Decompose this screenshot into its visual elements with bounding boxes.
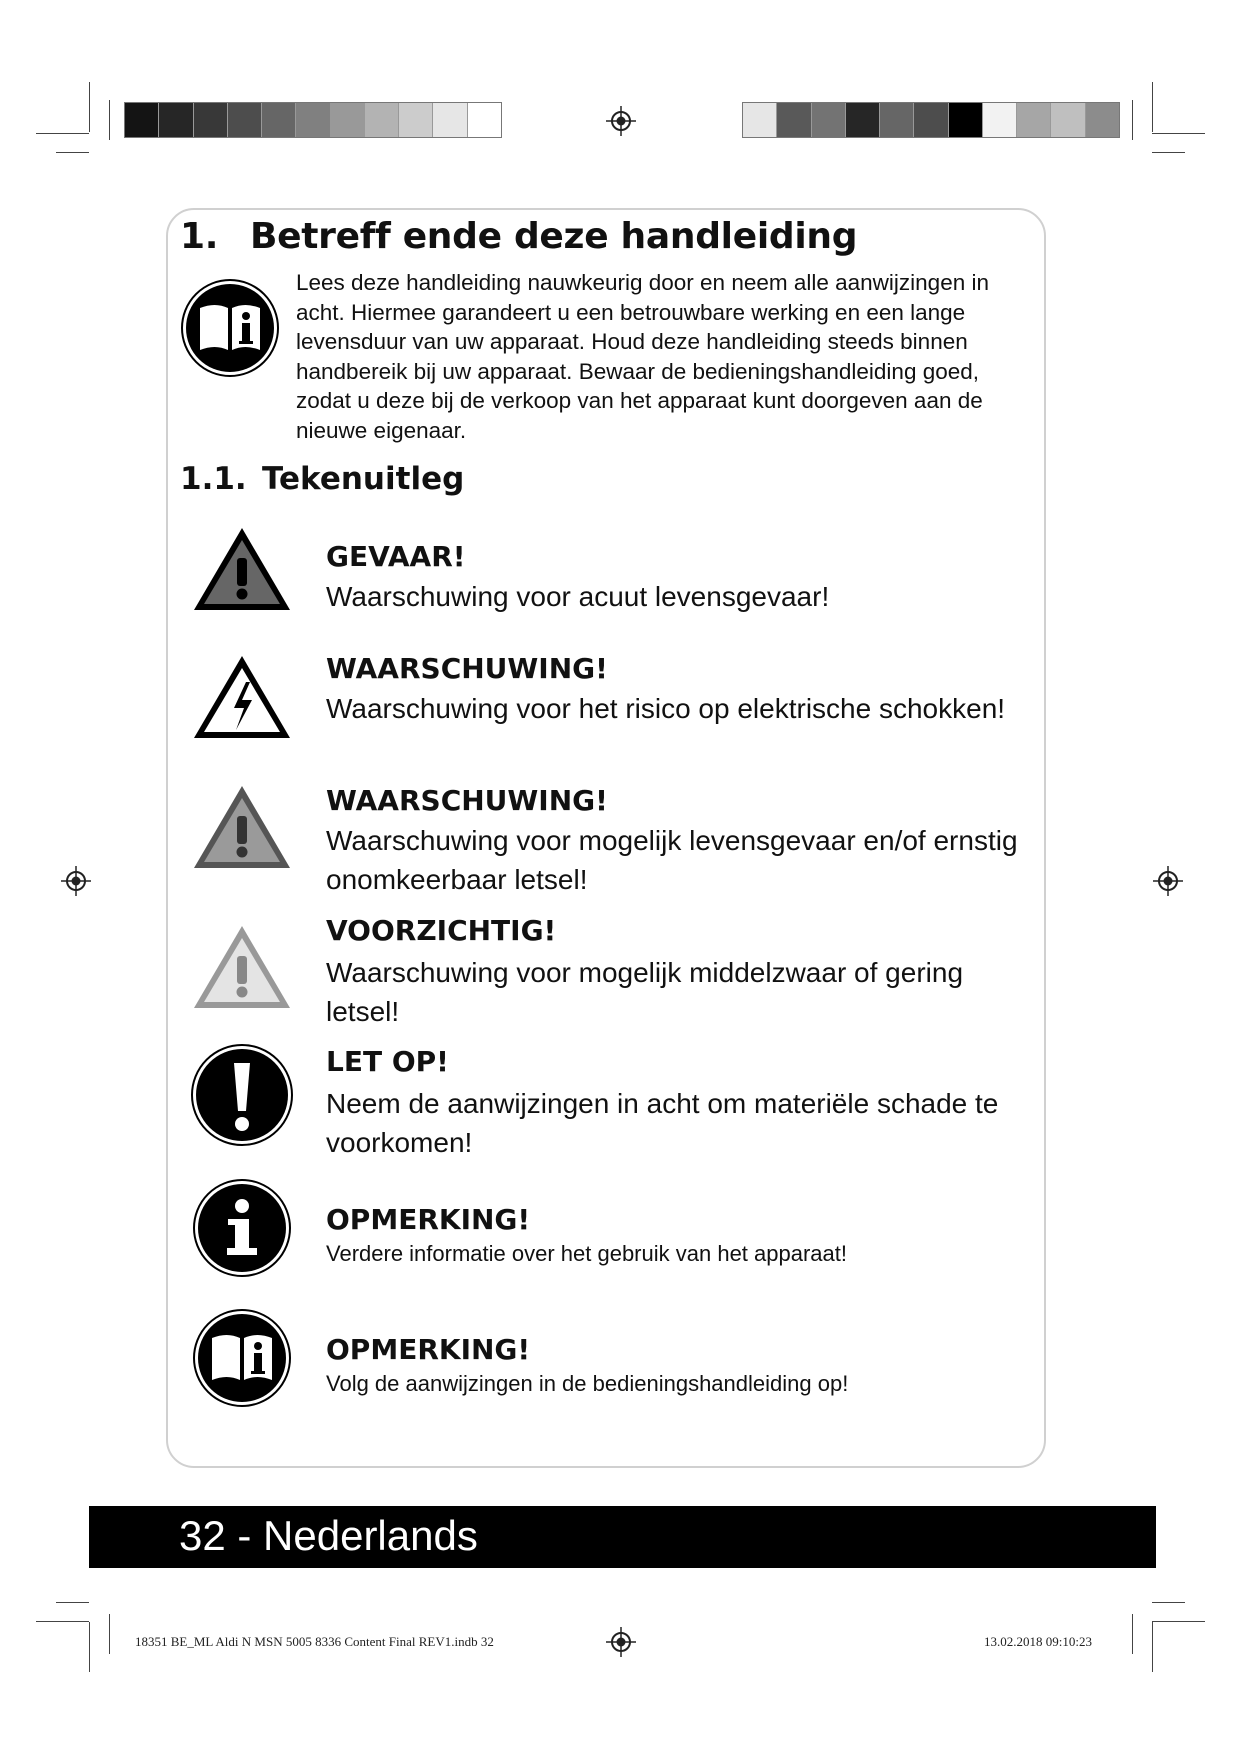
crop-mark: [109, 100, 110, 140]
calibration-swatch: [949, 103, 983, 137]
crop-mark: [1152, 152, 1185, 153]
calibration-swatch: [194, 103, 228, 137]
calibration-swatch: [262, 103, 296, 137]
subsection-title: Tekenuitleg: [262, 461, 465, 497]
calibration-swatch: [743, 103, 777, 137]
intro-paragraph: Lees deze handleiding nauwkeurig door en neem alle aanwijzingen in acht. Hiermee garandeert u een betrouwbare werking en een lange levensduur van uw apparaat. Houd deze handleiding steeds binnen handbereik bij uw apparaat. Bewaar de bedieningshandleiding goed, zodat u deze bij de verkoop van het apparaat kunt doorgeven aan de nieuwe eigenaar.: [296, 270, 989, 443]
info-circle-icon: [192, 1178, 292, 1278]
calibration-swatch: [365, 103, 399, 137]
calibration-swatch: [468, 103, 501, 137]
calibration-swatch: [812, 103, 846, 137]
crop-mark: [89, 82, 90, 132]
electric-shock-triangle-icon: [190, 652, 294, 742]
symbol-description: Waarschuwing voor het risico op elektrische schokken!: [326, 693, 1006, 724]
crop-mark: [56, 152, 89, 153]
section-number: 1.: [180, 216, 219, 257]
symbol-title: OPMERKING!: [326, 1333, 531, 1366]
calibration-swatch: [125, 103, 159, 137]
symbol-title: LET OP!: [326, 1045, 449, 1078]
color-calibration-bar-left: [124, 102, 502, 138]
crop-mark: [1152, 1602, 1185, 1603]
registration-mark-icon: [606, 1627, 636, 1657]
exclamation-circle-icon: [190, 1043, 294, 1147]
crop-mark: [36, 133, 89, 134]
calibration-swatch: [880, 103, 914, 137]
calibration-swatch: [433, 103, 467, 137]
calibration-swatch: [296, 103, 330, 137]
symbol-description: Volg de aanwijzingen in de bedieningshandleiding op!: [326, 1371, 849, 1396]
symbol-title: WAARSCHUWING!: [326, 784, 608, 817]
symbol-title: VOORZICHTIG!: [326, 914, 557, 947]
registration-mark-icon: [61, 866, 91, 896]
calibration-swatch: [1017, 103, 1051, 137]
calibration-swatch: [1051, 103, 1085, 137]
calibration-swatch: [914, 103, 948, 137]
calibration-swatch: [983, 103, 1017, 137]
calibration-swatch: [159, 103, 193, 137]
danger-triangle-icon: [190, 524, 294, 614]
subsection-number: 1.1.: [180, 461, 247, 497]
crop-mark: [1132, 100, 1133, 140]
page-footer-band: [89, 1506, 1156, 1568]
crop-mark: [1152, 1621, 1205, 1622]
crop-mark: [1132, 1614, 1133, 1654]
manual-info-icon: [180, 278, 280, 378]
calibration-swatch: [777, 103, 811, 137]
calibration-swatch: [228, 103, 262, 137]
symbol-title: OPMERKING!: [326, 1203, 531, 1236]
calibration-swatch: [331, 103, 365, 137]
manual-info-icon: [192, 1308, 292, 1408]
crop-mark: [1152, 82, 1153, 132]
subsection-heading: [180, 461, 464, 497]
symbol-description: Waarschuwing voor mogelijk levensgevaar en/of ernstig onomkeerbaar letsel!: [326, 825, 1018, 895]
page-number-label: 32 - Nederlands: [179, 1512, 478, 1559]
symbol-description: Waarschuwing voor acuut levensgevaar!: [326, 581, 830, 612]
print-slug-file: 18351 BE_ML Aldi N MSN 5005 8336 Content Final REV1.indb 32: [135, 1634, 494, 1649]
color-calibration-bar-right: [742, 102, 1120, 138]
crop-mark: [1152, 133, 1205, 134]
symbol-description: Waarschuwing voor mogelijk middelzwaar of gering letsel!: [326, 957, 964, 1027]
registration-mark-icon: [1153, 866, 1183, 896]
calibration-swatch: [1086, 103, 1119, 137]
caution-triangle-icon: [190, 922, 294, 1012]
calibration-swatch: [399, 103, 433, 137]
print-slug-timestamp: 13.02.2018 09:10:23: [984, 1634, 1092, 1649]
symbol-title: GEVAAR!: [326, 540, 466, 573]
crop-mark: [89, 1622, 90, 1672]
crop-mark: [109, 1614, 110, 1654]
section-heading: [180, 216, 857, 257]
warning-triangle-icon: [190, 782, 294, 872]
crop-mark: [36, 1621, 89, 1622]
symbol-description: Verdere informatie over het gebruik van het apparaat!: [326, 1241, 847, 1266]
section-title: Betreff ende deze handleiding: [250, 216, 858, 257]
registration-mark-icon: [606, 106, 636, 136]
calibration-swatch: [846, 103, 880, 137]
symbol-description: Neem de aanwijzingen in acht om materiële schade te voorkomen!: [326, 1088, 999, 1158]
crop-mark: [1152, 1622, 1153, 1672]
symbol-title: WAARSCHUWING!: [326, 652, 608, 685]
crop-mark: [56, 1602, 89, 1603]
